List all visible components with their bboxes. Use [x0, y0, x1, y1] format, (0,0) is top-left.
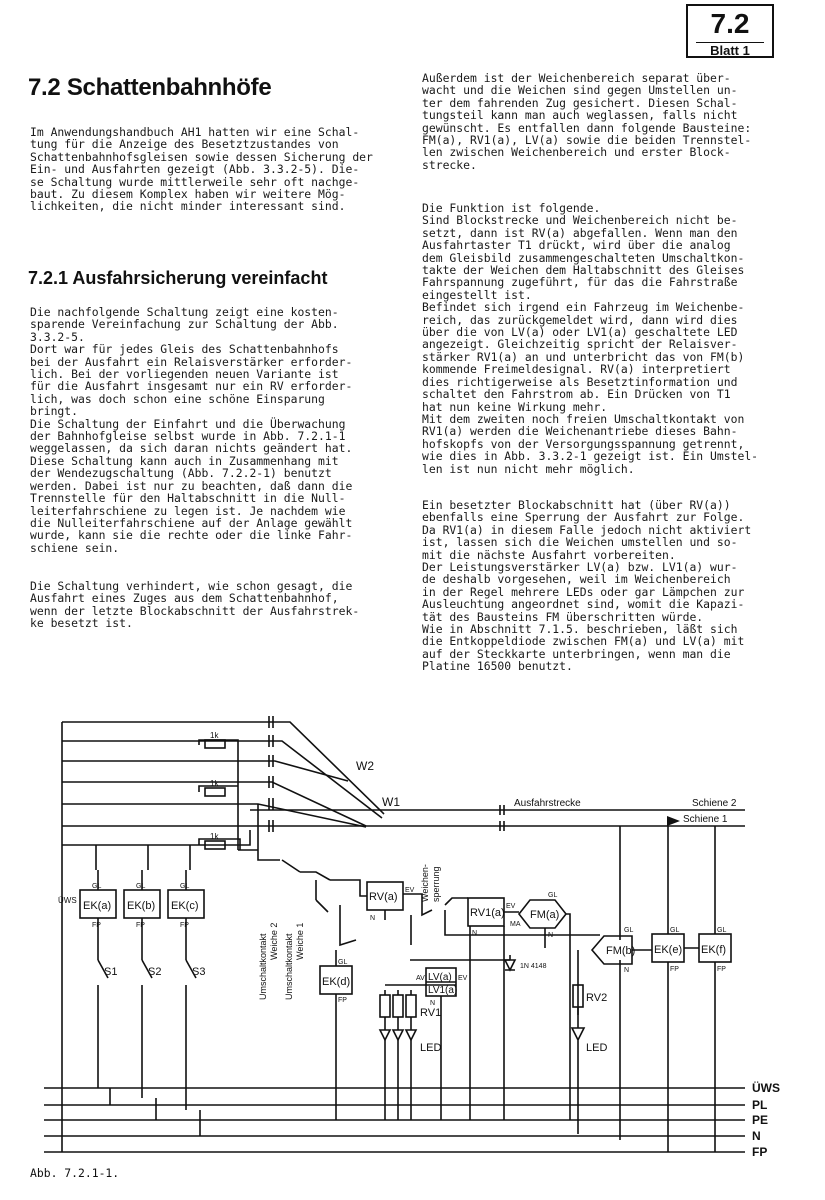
left-paragraph-3: Die Schaltung verhindert, wie schon gesagt, die Ausfahrt eines Zuges aus dem Schattenbahnhof, wenn der letzte Blockabschnitt der Ausfahrstrek- ke besetzt ist.: [30, 579, 360, 631]
figure-caption: Abb. 7.2.1-1.: [30, 1166, 120, 1180]
module-rv1a: RV1(a): [470, 907, 505, 919]
uws-label-small: ÜWS: [58, 896, 77, 905]
pin-ev-rv1a: EV: [506, 903, 516, 910]
section-heading: 7.2.1 Ausfahrsicherung vereinfacht: [28, 268, 328, 288]
resistor-label-2: 1k: [210, 779, 219, 788]
pin-gl-ekf: GL: [717, 927, 727, 934]
rv2-label: RV2: [586, 992, 608, 1004]
track-label-w2: W2: [356, 759, 374, 773]
vert-switch-1: Weiche 1: [295, 922, 305, 960]
pin-gl-fma: GL: [548, 892, 558, 899]
sheet-label: Blatt 1: [710, 43, 750, 58]
lock-label-1: Weichen-: [420, 864, 430, 902]
bus-n: N: [752, 1129, 761, 1143]
pin-fp-ekd: FP: [338, 997, 347, 1004]
pin-gl-eke: GL: [670, 927, 680, 934]
rv1-label: RV1: [420, 1007, 442, 1019]
rail-1-label: Schiene 1: [683, 814, 728, 825]
switch-s1: S1: [104, 966, 118, 978]
rail-2-label: Schiene 2: [692, 798, 737, 809]
pin-ma-fma: MA: [510, 921, 521, 928]
right-paragraph-1: Außerdem ist der Weichenbereich separat über- wacht und die Weichen sind gegen Umstellen un- ter dem fahrenden Zug gesichert. Diesen Schal- tungsteil kann man auch weglassen, falls nicht gewünscht. Es entfallen dann folgende Bausteine: FM(a), RV1(a), LV(a) sowie die beiden Trennstel- len zwischen Weichenbereich und erster Block- strecke.: [422, 71, 752, 172]
pin-n-fmb: N: [624, 967, 630, 974]
bus-fp: FP: [752, 1145, 768, 1159]
pin-fp-ekf: FP: [717, 966, 726, 973]
exit-line-label: Ausfahrstrecke: [514, 798, 581, 809]
track-6: [62, 830, 250, 845]
pin-n-rva: N: [370, 915, 376, 922]
pin-ev-lv: EV: [458, 975, 468, 982]
pin-fp-eka: FP: [92, 922, 101, 929]
track-2: [62, 741, 382, 818]
pin-gl-eka: GL: [92, 883, 102, 890]
left-paragraph-2: Die nachfolgende Schaltung zeigt eine kosten- sparende Vereinfachung zur Schaltung der Abb. 3.3.2-5. Dort war für jedes Gleis des Schattenbahnhofs bei der Ausfahrt ein Relaisverstärker erforder- lich. Bei der vorliegenden neuen Variante ist für die Ausfahrt insgesamt nur ein RV erforder- lich, was doch schon eine schöne Einsparung bringt. Die Schaltung der Einfahrt und die Überwachung der Bahnhofgleise selbst wurde in Abb. 7.2.1-1 weggelassen, da sich daran nichts geändert hat. Diese Schaltung kann auch in Zusammenhang mit der Wendezugschaltung (Abb. 7.2.2-1) benutzt werden. Dabei ist nur zu beachten, daß dann die Trennstelle für den Haltabschnitt in die Null- leiterfahrschiene zu legen ist. Je nachdem wie die Nulleiterfahrschiene auf der Anlage gewählt wurde, kann sie die rechte oder die linke Fahr- schiene sein.: [30, 305, 353, 555]
module-fmb: FM(b): [606, 945, 636, 957]
module-fma: FM(a): [530, 909, 560, 921]
module-eke: EK(e): [654, 944, 683, 956]
pin-n-lv: N: [430, 1000, 436, 1007]
vert-switch-2: Weiche 2: [269, 922, 279, 960]
bus-pl: PL: [752, 1098, 768, 1112]
track-1: [62, 722, 384, 814]
module-rva: RV(a): [369, 891, 398, 903]
pin-gl-fmb: GL: [624, 927, 634, 934]
page-title: 7.2 Schattenbahnhöfe: [28, 74, 272, 101]
diode-label: 1N 4148: [520, 963, 547, 970]
pin-fp-ekb: FP: [136, 922, 145, 929]
module-lv1a: LV1(a): [428, 985, 458, 996]
module-ekc: EK(c): [171, 900, 199, 912]
module-lva: LV(a): [428, 972, 452, 983]
led-label-2: LED: [586, 1042, 608, 1054]
module-eka: EK(a): [83, 900, 112, 912]
bus-lines: [44, 1088, 745, 1152]
vert-contact-2: Umschaltkontakt: [284, 933, 294, 1000]
pin-gl-ekb: GL: [136, 883, 146, 890]
track-label-w1: W1: [382, 795, 400, 809]
bus-pe: PE: [752, 1113, 769, 1127]
module-ekb: EK(b): [127, 900, 156, 912]
pin-av-lv: AV: [416, 975, 425, 982]
pin-fp-eke: FP: [670, 966, 679, 973]
track-3: [62, 761, 348, 781]
resistor-label-1: 1k: [210, 731, 219, 740]
module-ekf: EK(f): [701, 944, 727, 956]
section-number: 7.2: [710, 8, 750, 39]
module-ekd: EK(d): [322, 976, 351, 988]
right-paragraph-2: Die Funktion ist folgende. Sind Blockstrecke und Weichenbereich nicht be- setzt, dann ist RV(a) abgefallen. Wenn man den Ausfahrtaster T1 drückt, wird über die analog dem Gleisbild zusammengeschalteten Umschaltkon- takte der Weichen dem Haltabschnitt des Gleises Fahrspannung zugeführt, für das die Fahrstraße eingestellt ist. Befindet sich irgend ein Fahrzeug im Weichenbe- reich, das zurückgemeldet wird, dann wird dies über die von LV(a) oder LV1(a) geschaltete LED angezeigt. Gleichzeitig spricht der Relaisver- stärker RV1(a) an und unterbricht das von FM(b) kommende Freimeldesignal. RV(a) interpretiert dies richtigerweise als Besetztinformation und schaltet den Fahrstrom ab. Ein Drücken von T1 hat nun keine Wirkung mehr. Mit dem zweiten noch freien Umschaltkontakt von RV1(a) werden die Weichenantriebe dieses Bahn- hofskopfs von der Versorgungsspannung getrennt, wie dies in Abb. 3.3.2-1 gezeigt ist. Ein Umstel- len ist nun nicht mehr möglich.: [422, 201, 759, 476]
rail-1-arrow: [667, 816, 680, 826]
resistor-label-3: 1k: [210, 832, 219, 841]
intro-paragraph: Im Anwendungshandbuch AH1 hatten wir eine Schal- tung für die Anzeige des Besetztzustandes von Schattenbahnhofsgleisen sowie dessen Sicherung der Ein- und Ausfahrten gezeigt (Abb. 3.3.2-5). Die- se Schaltung wurde mittlerweile sehr oft nachge- baut. Zu diesem Komplex haben wir weitere Mög- lichkeiten, die nicht minder interessant sind.: [30, 125, 373, 214]
bus-uws: ÜWS: [752, 1081, 780, 1095]
track-5: [62, 804, 366, 827]
switch-s2: S2: [148, 966, 162, 978]
pin-gl-ekc: GL: [180, 883, 190, 890]
pin-fp-ekc: FP: [180, 922, 189, 929]
lock-label-2: sperrung: [431, 866, 441, 902]
pin-n-fma: N: [548, 932, 554, 939]
pin-ev-rva: EV: [405, 887, 415, 894]
vert-contact-1: Umschaltkontakt: [258, 933, 268, 1000]
pin-n-rv1a: N: [472, 930, 478, 937]
right-paragraph-3: Ein besetzter Blockabschnitt hat (über RV(a)) ebenfalls eine Sperrung der Ausfahrt zur Folge. Da RV1(a) in diesem Falle jedoch nicht aktiviert ist, lassen sich die Weichen umstellen und so- mit die nächste Ausfahrt vorbereiten. Der Leistungsverstärker LV(a) bzw. LV1(a) wur- de deshalb vorgesehen, weil im Weichenbereich in der Regel mehrere LEDs oder gar Lämpchen zur Ausleuchtung angeordnet sind, womit die Kapazi- tät des Bausteins FM überschritten würde. Wie in Abschnitt 7.1.5. beschrieben, läßt sich die Entkoppeldiode zwischen FM(a) und LV(a) mit auf der Steckkarte unterbringen, wenn man die Platine 16500 benutzt.: [422, 498, 752, 674]
pin-gl-ekd: GL: [338, 959, 348, 966]
led-label-1: LED: [420, 1042, 442, 1054]
switch-s3: S3: [192, 966, 206, 978]
